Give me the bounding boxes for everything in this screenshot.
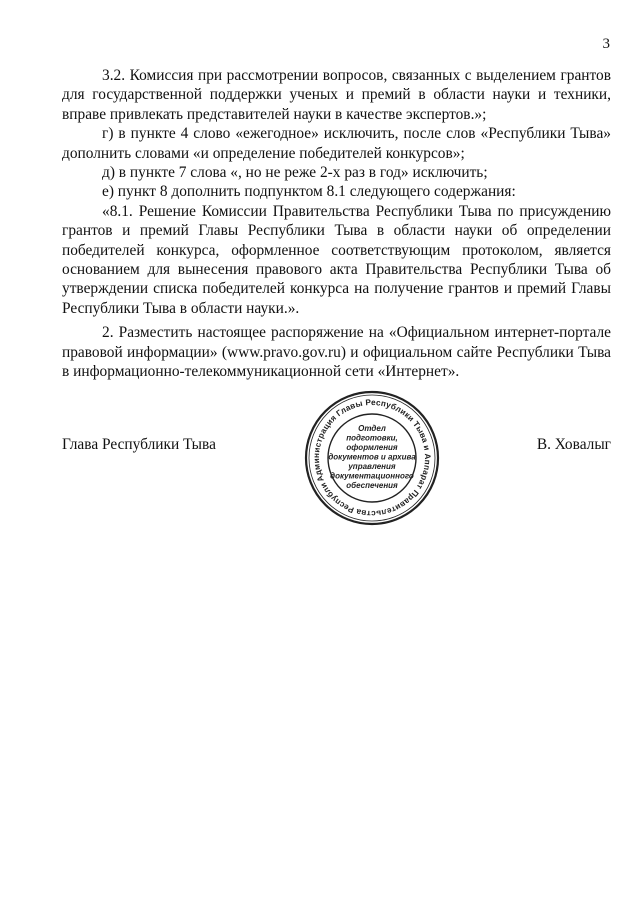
svg-text:Отдел: Отдел	[358, 424, 386, 433]
svg-text:документов и архива: документов и архива	[328, 452, 416, 462]
svg-text:Администрация Главы Республики: Администрация Главы Республики Тыва и Аппарат Правительства Республики	[311, 397, 433, 519]
paragraph-3-2: 3.2. Комиссия при рассмотрении вопросов, связанных с выделением грантов для государственной поддержки ученых и премий в области науки и техники, вправе привлекать представителей науки в качестве экспертов.»;	[62, 67, 611, 123]
paragraph-item-d: д) в пункте 7 слова «, но не реже 2-х раз в год» исключить;	[102, 164, 488, 182]
svg-text:оформления: оформления	[346, 443, 398, 452]
paragraph-item-e: е) пункт 8 дополнить подпунктом 8.1 следующего содержания:	[102, 183, 516, 201]
svg-text:документационного: документационного	[330, 471, 414, 481]
paragraph-item-g: г) в пункте 4 слово «ежегодное» исключить, после слов «Республики Тыва» дополнить словами «и определение победителей конкурсов»;	[62, 125, 611, 162]
svg-text:обеспечения: обеспечения	[346, 481, 398, 490]
svg-text:управления: управления	[348, 462, 396, 471]
signatory-position: Глава Республики Тыва	[62, 436, 216, 453]
official-seal	[302, 388, 442, 528]
page-number: 3	[602, 36, 610, 52]
document-body	[62, 66, 611, 382]
svg-text:подготовки,: подготовки,	[346, 433, 398, 443]
signatory-name: В. Ховалыг	[536, 436, 611, 453]
paragraph-8-1: «8.1. Решение Комиссии Правительства Республики Тыва по присуждению грантов и премий Главы Республики Тыва в области науки об определении победителей конкурса, оформленное соответствующим протоколом, является основанием для вынесения правового акта Правительства Республики Тыва об утверждении списка победителей конкурса на получение грантов и премий Главы Республики Тыва в области науки.».	[62, 202, 611, 317]
paragraph-2: 2. Разместить настоящее распоряжение на «Официальном интернет-портале правовой информации» (www.pravo.gov.ru) и официальном сайте Республики Тыва в информационно-телекоммуникационной сети «Интернет».	[62, 324, 611, 381]
